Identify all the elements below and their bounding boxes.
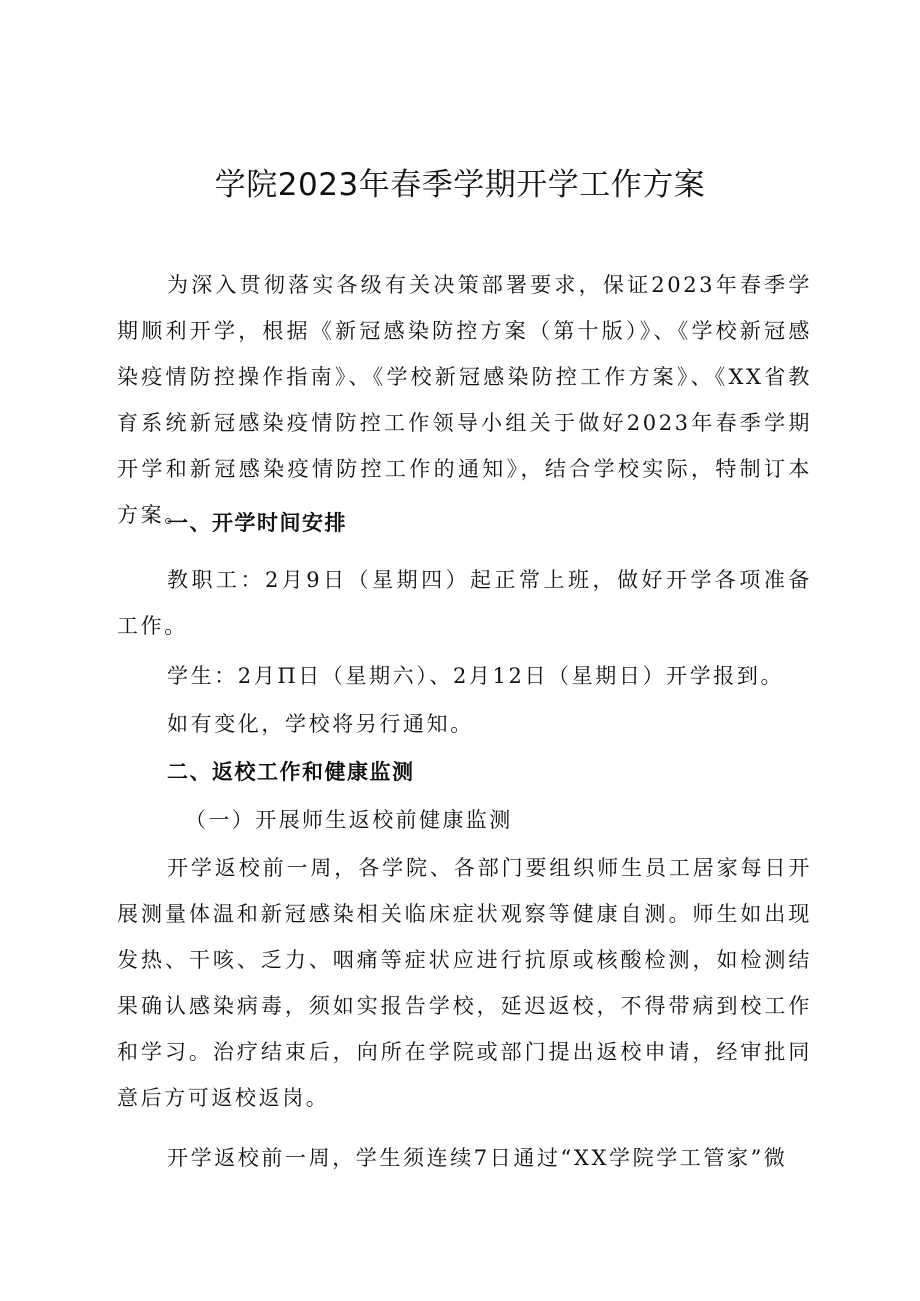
student-schedule-line: 学生：2月Π日（星期六）、2月12日（星期日）开学报到。 [167,664,785,688]
intro-paragraph: 为深入贯彻落实各级有关决策部署要求，保证2023年春季学期顺利开学，根据《新冠感染防控方案（第十版）》、《学校新冠感染疫情防控操作指南》、《学校新冠感染防控工作方案》、《XX省教育系统新冠感染疫情防控工作领导小组关于做好2023年春季学期开学和新冠感染疫情防控工作的通知》，结合学校实际，特制订本方案。 [117,273,812,527]
checkin-paragraph: 开学返校前一周，学生须连续7日通过“XX学院学工管家”微 [167,1146,788,1170]
change-notice-line: 如有变化，学校将另行通知。 [167,712,474,736]
subsection-heading-monitoring: （一）开展师生返校前健康监测 [185,808,513,832]
section-heading-schedule: 一、开学时间安排 [167,511,347,535]
staff-schedule-paragraph: 教职工：2月9日（星期四）起正常上班，做好开学各项准备工作。 [117,568,812,638]
monitoring-paragraph: 开学返校前一周，各学院、各部门要组织师生员工居家每日开展测量体温和新冠感染相关临床症状观察等健康自测。师生如出现发热、干咳、乏力、咽痛等症状应进行抗原或核酸检测，如检测结果确认感染病毒，须如实报告学校，延迟返校，不得带病到校工作和学习。治疗结束后，向所在学院或部门提出返校申请，经审批同意后方可返校返岗。 [117,856,812,1110]
section-heading-health: 二、返校工作和健康监测 [167,760,415,784]
document-title: 学院2023年春季学期开学工作方案 [214,167,706,203]
